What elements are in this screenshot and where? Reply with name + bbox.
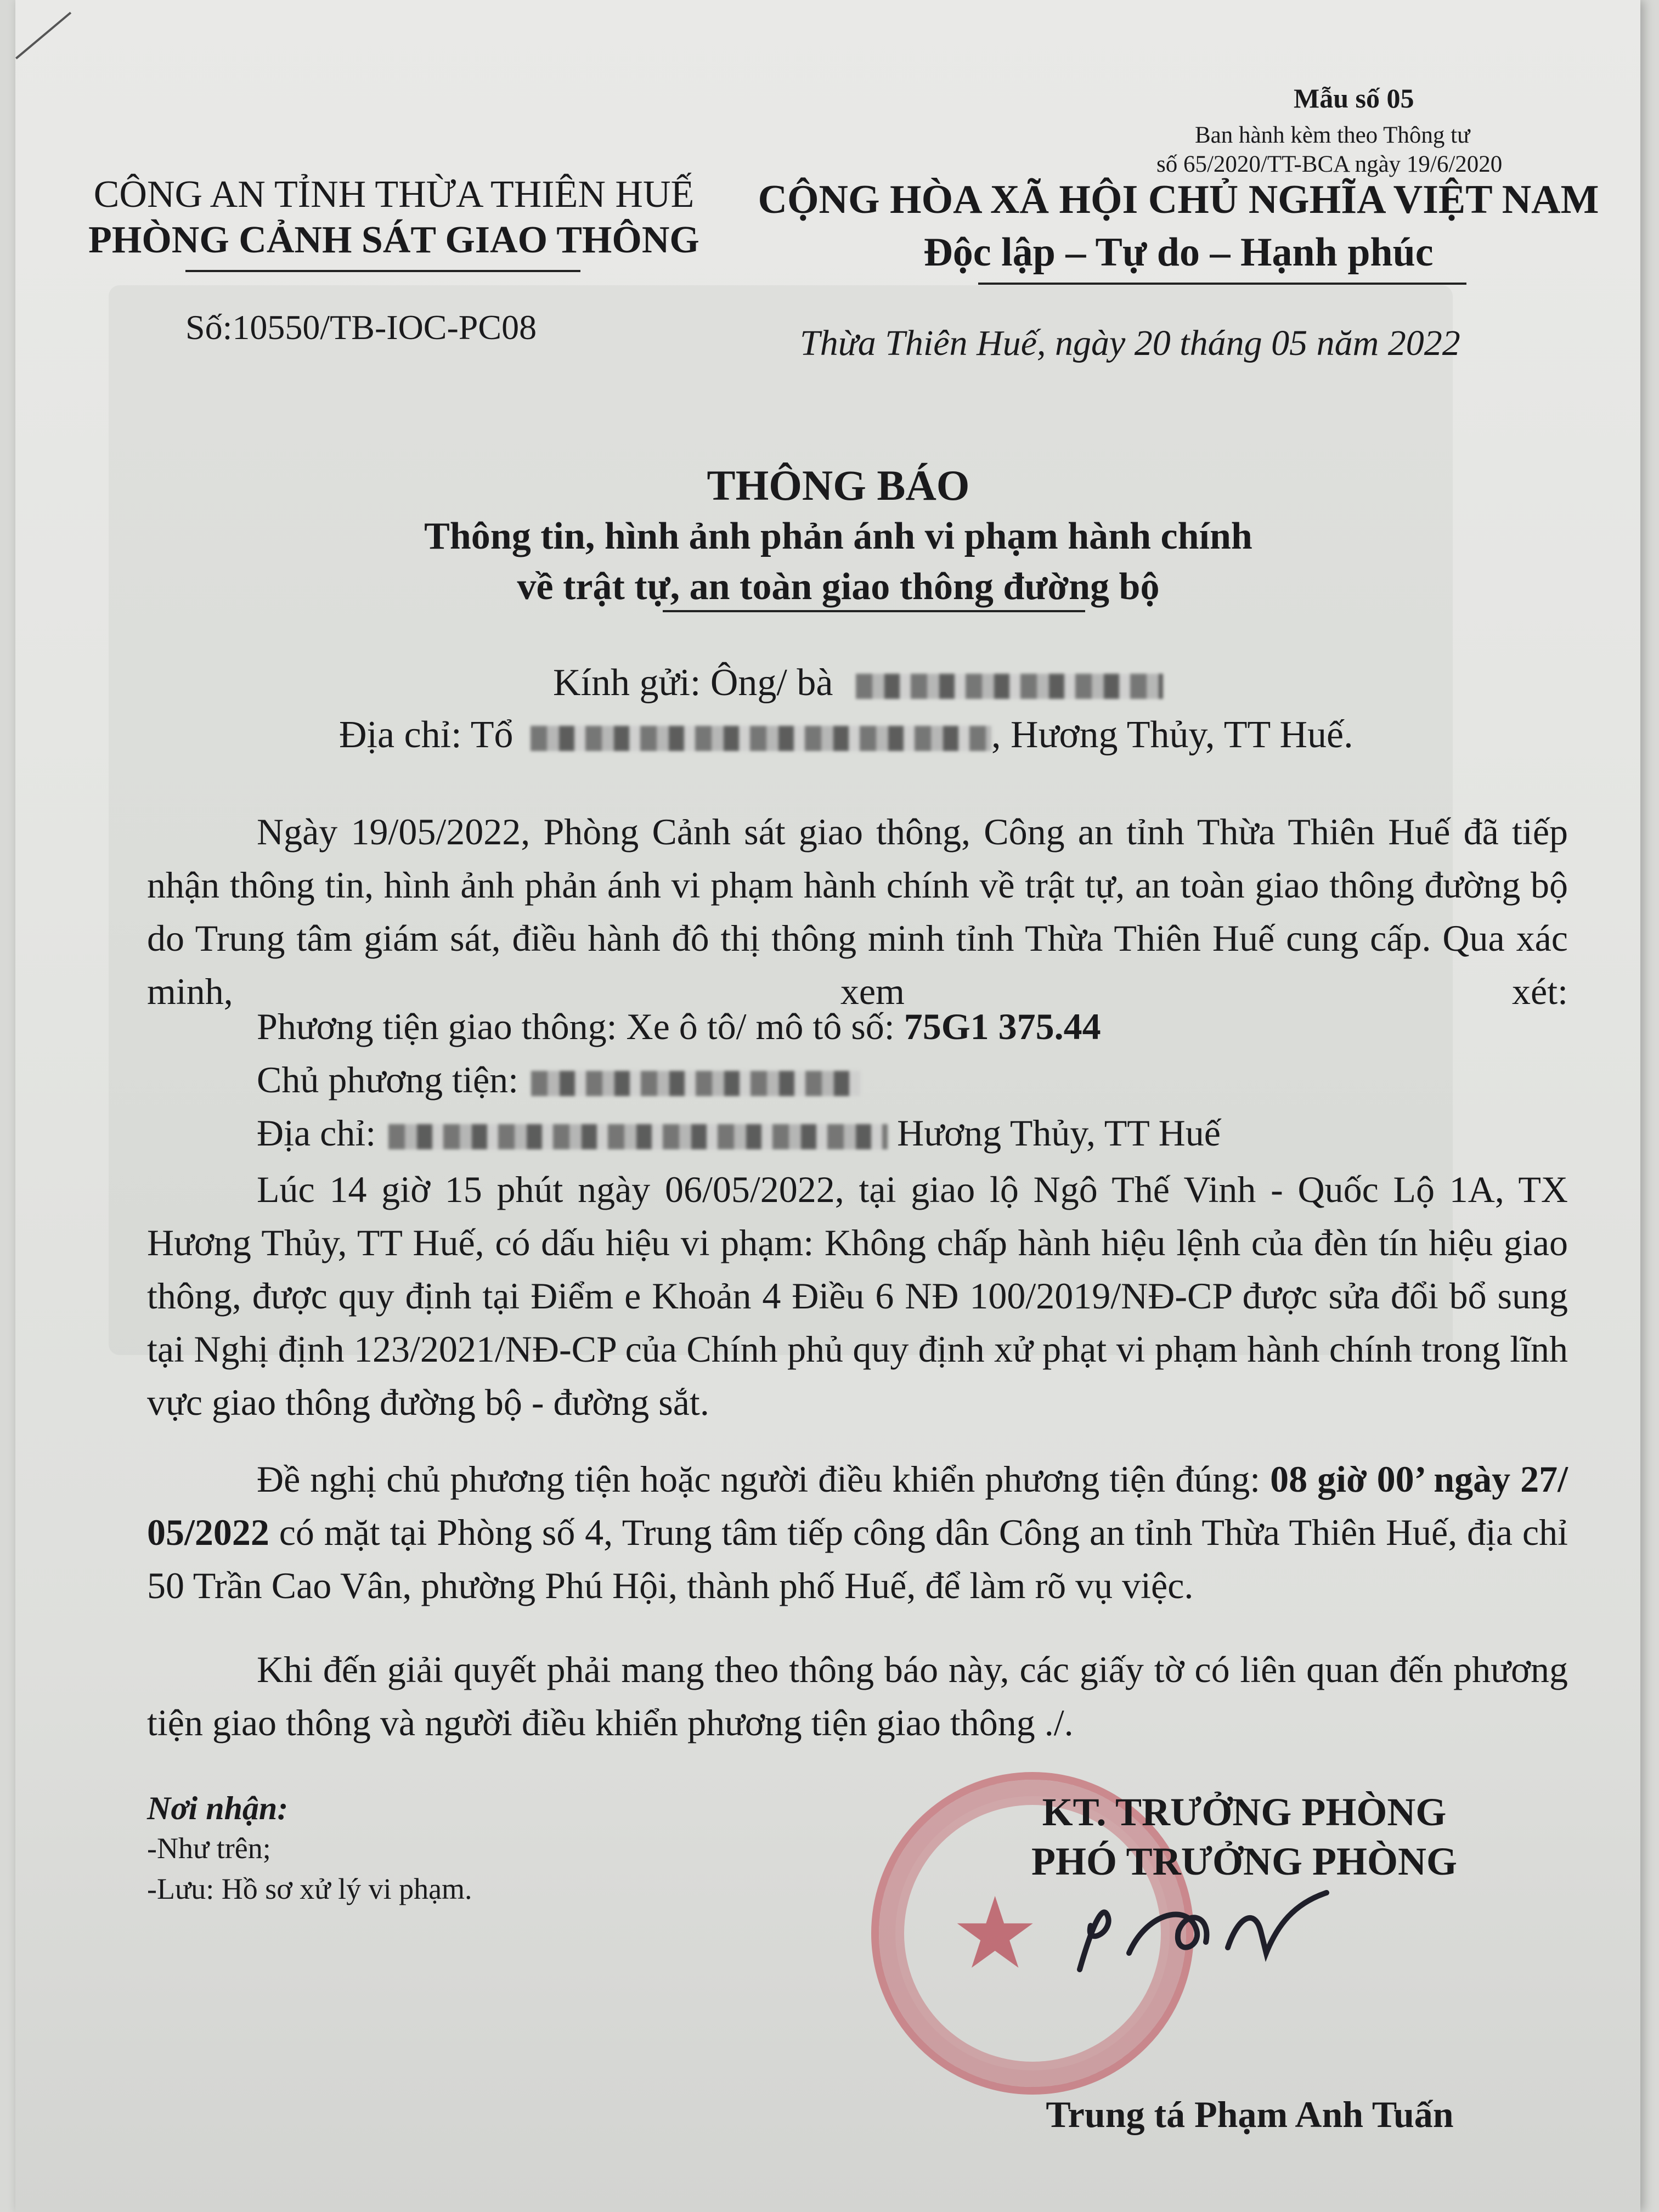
agency-underline (185, 270, 580, 272)
title-underline (663, 610, 1085, 612)
redacted-owner-address (388, 1124, 888, 1149)
motto-underline (978, 283, 1466, 285)
request-text-end: có mặt tại Phòng số 4, Trung tâm tiếp công dân Công an tỉnh Thừa Thiên Huế, địa chỉ 50 Trần Cao Vân, phường Phú Hội, thành phố Huế, để làm rõ vụ việc. (147, 1511, 1568, 1606)
recipient-address-tail: , Hương Thủy, TT Huế. (991, 714, 1353, 756)
recipients-title: Nơi nhận: (147, 1790, 289, 1826)
signature-title-2: PHÓ TRƯỞNG PHÒNG (1031, 1839, 1457, 1883)
form-number: Mẫu số 05 (1294, 83, 1414, 114)
document-number: Số:10550/TB-IOC-PC08 (185, 308, 537, 347)
national-title: CỘNG HÒA XÃ HỘI CHỦ NGHĨA VIỆT NAM (758, 177, 1599, 222)
redacted-recipient-name (856, 674, 1163, 699)
owner-address-line (257, 1111, 1221, 1155)
recipient-item-2: -Lưu: Hồ sơ xử lý vi phạm. (147, 1872, 472, 1905)
redacted-owner-name (531, 1071, 860, 1096)
agency-name: CÔNG AN TỈNH THỪA THIÊN HUẾ (93, 173, 695, 216)
paragraph-request (147, 1453, 1568, 1612)
recipient-address-line (339, 713, 1353, 757)
signer-name: Trung tá Phạm Anh Tuấn (1046, 2094, 1454, 2135)
owner-address-tail: Hương Thủy, TT Huế (888, 1112, 1221, 1154)
recipient-greeting: Kính gửi: Ông/ bà (553, 662, 833, 704)
paragraph-instructions: Khi đến giải quyết phải mang theo thông báo này, các giấy tờ có liên quan đến phương tiện giao thông và người điều khiển phương tiện giao thông ./. (147, 1649, 1568, 1743)
vehicle-label: Phương tiện giao thông: Xe ô tô/ mô tô số: (257, 1006, 904, 1047)
national-motto: Độc lập – Tự do – Hạnh phúc (923, 230, 1434, 275)
signature-title-1: KT. TRƯỞNG PHÒNG (1042, 1790, 1447, 1834)
paragraph-violation: Lúc 14 giờ 15 phút ngày 06/05/2022, tại giao lộ Ngô Thế Vinh - Quốc Lộ 1A, TX Hương Thủy, TT Huế, có dấu hiệu vi phạm: Không chấp hành hiệu lệnh của đèn tín hiệu giao thông, được quy định tại Điểm e Khoản 4 Điều 6 NĐ 100/2019/NĐ-CP được sửa đổi bổ sung tại Nghị định 123/2021/NĐ-CP của Chính phủ quy định xử phạt vi phạm hành chính trong lĩnh vực giao thông đường bộ - đường sắt. (147, 1169, 1568, 1423)
form-reference-line2: số 65/2020/TT-BCA ngày 19/6/2020 (1156, 151, 1503, 177)
form-reference-line1: Ban hành kèm theo Thông tư (1195, 122, 1470, 148)
request-text-start: Đề nghị chủ phương tiện hoặc người điều khiển phương tiện đúng: (257, 1458, 1271, 1500)
redacted-recipient-address (531, 726, 991, 751)
notice-title: THÔNG BÁO (707, 461, 970, 509)
place-and-date: Thừa Thiên Huế, ngày 20 tháng 05 năm 2022 (800, 323, 1460, 363)
document-page (15, 0, 1640, 2212)
owner-label: Chủ phương tiện: (257, 1059, 528, 1101)
appointment-time: 08 giờ 00’ ngày 27/ 05/2022 (147, 1458, 1568, 1553)
notice-subtitle-line1: Thông tin, hình ảnh phản ánh vi phạm hành chính (424, 515, 1252, 557)
recipient-line (553, 661, 1163, 705)
paragraph-received-info: Ngày 19/05/2022, Phòng Cảnh sát giao thông, Công an tỉnh Thừa Thiên Huế đã tiếp nhận thông tin, hình ảnh phản ánh vi phạm hành chính về trật tự, an toàn giao thông đường bộ do Trung tâm giám sát, điều hành đô thị thông minh tỉnh Thừa Thiên Huế cung cấp. Qua xác minh, xem xét: (147, 811, 1568, 1012)
folded-corner (15, 12, 71, 59)
vehicle-line (257, 1005, 1101, 1048)
agency-department: PHÒNG CẢNH SÁT GIAO THÔNG (88, 219, 699, 261)
recipient-address-label: Địa chỉ: Tổ (339, 714, 514, 756)
handwritten-signature (1069, 1882, 1354, 1991)
owner-address-label: Địa chỉ: (257, 1112, 386, 1154)
notice-subtitle-line2: về trật tự, an toàn giao thông đường bộ (517, 566, 1160, 608)
stamp-star-icon: ★ (951, 1876, 1040, 1991)
owner-line (257, 1058, 860, 1102)
vehicle-plate: 75G1 375.44 (904, 1006, 1101, 1047)
recipient-item-1: -Như trên; (147, 1832, 271, 1865)
